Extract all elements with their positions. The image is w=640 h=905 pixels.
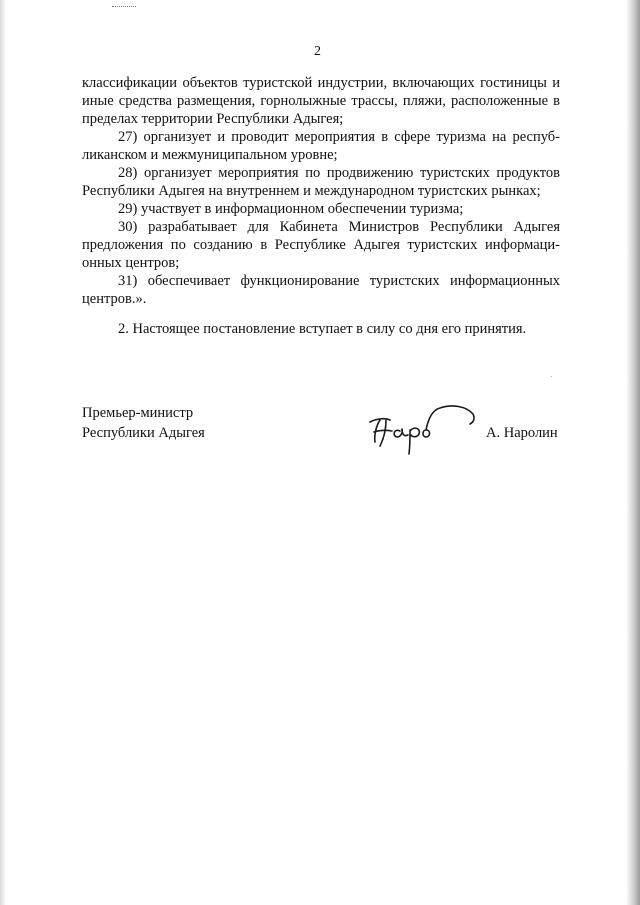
text-line: пределах территории Республики Адыгея; [82,111,344,127]
text-line: ликанском и межмуниципальном уровне; [82,147,338,163]
page-number: 2 [314,44,321,59]
text-line: Республики Адыгея на внутреннем и международном туристских рынках; [82,183,541,199]
signer-name: А. Наролин [486,425,558,441]
signer-title-line-1: Премьер-министр [82,405,194,421]
signer-title-line-2: Республики Адыгея [82,425,205,441]
scan-mark [112,0,136,7]
text-line: центров.». [82,291,147,307]
list-item-31: 31) обеспечивает функционирование туристских информационных [118,273,560,289]
scan-edge-right [626,0,640,905]
scan-edge-left [0,0,6,905]
scan-speck [551,376,552,377]
text-line: онных центров; [82,255,180,271]
text-line: иные средства размещения, горнолыжные трассы, пляжи, расположенные в [82,93,560,109]
list-item-28: 28) организует мероприятия по продвижению туристских продуктов [118,165,560,181]
list-item-29: 29) участвует в информационном обеспечении туризма; [118,201,464,217]
list-item-30: 30) разрабатывает для Кабинета Министров Республики Адыгея [118,219,560,235]
list-item-27: 27) организует и проводит мероприятия в сфере туризма на респуб- [118,129,560,145]
final-clause: 2. Настоящее постановление вступает в силу со дня его принятия. [118,321,527,337]
text-line: классификации объектов туристской индустрии, включающих гостиницы и [82,75,560,91]
handwritten-signature [366,398,478,456]
text-line: предложения по созданию в Республике Адыгея туристских информаци- [82,237,560,253]
